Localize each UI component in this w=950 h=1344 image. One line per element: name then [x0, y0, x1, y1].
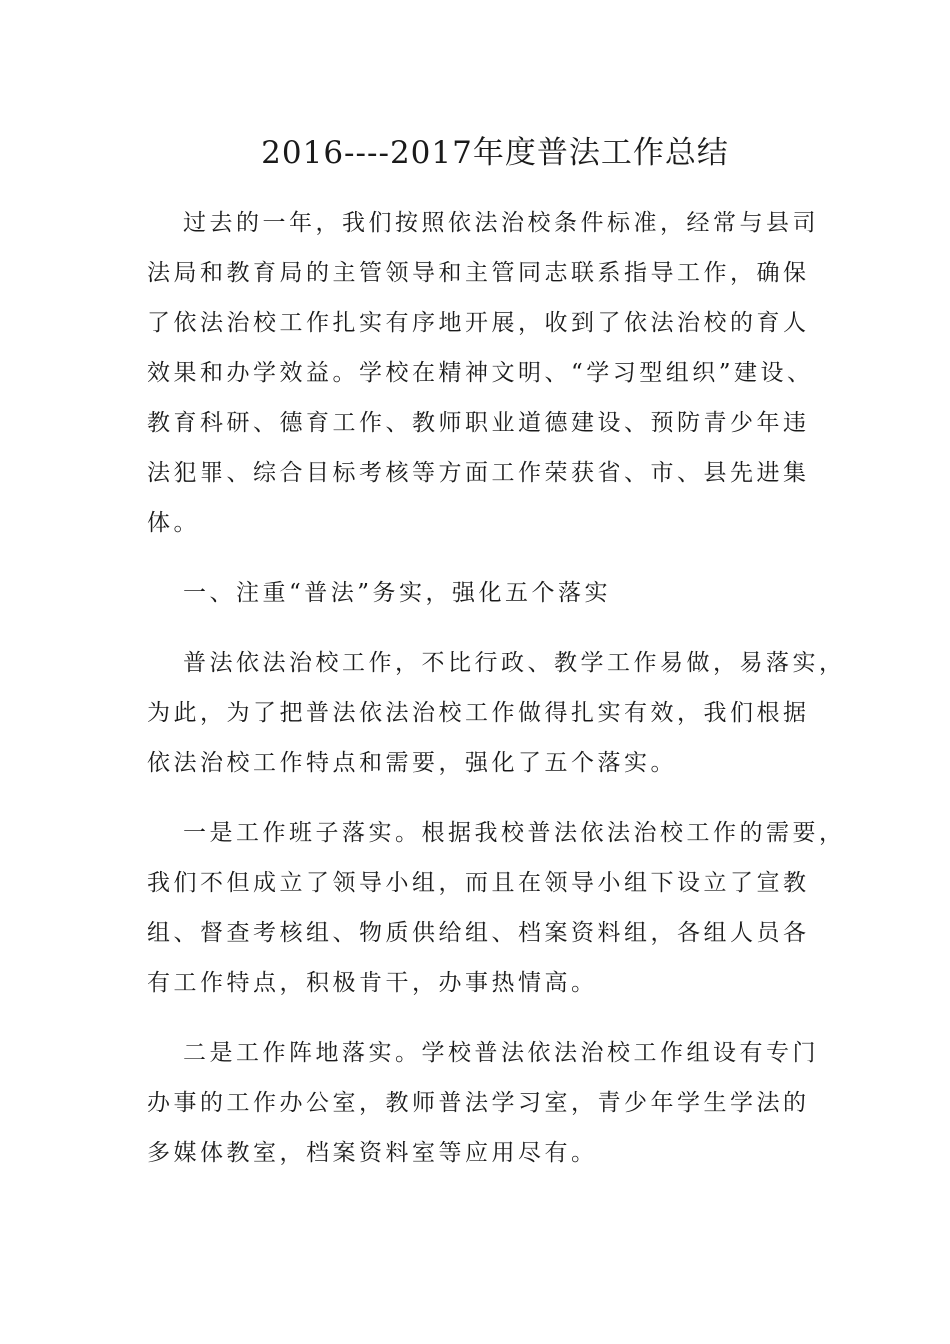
- text-line: 办事的工作办公室，教师普法学习室，青少年学生学法的: [147, 1090, 810, 1116]
- text-line: 教育科研、德育工作、教师职业道德建设、预防青少年违: [147, 410, 810, 436]
- text-line: 一、注重“普法”务实，强化五个落实: [183, 580, 612, 606]
- text-line: 组、督查考核组、物质供给组、档案资料组，各组人员各: [147, 920, 810, 946]
- text-line: 有工作特点，积极肯干，办事热情高。: [147, 970, 598, 996]
- paragraph-spacer: [147, 1008, 815, 1028]
- paragraph-venue-implementation: [147, 1028, 819, 1178]
- paragraph-team-implementation: [147, 808, 846, 1008]
- paragraph-spacer: [147, 788, 815, 808]
- text-line: 过去的一年，我们按照依法治校条件标准，经常与县司: [183, 210, 819, 236]
- text-line: 法局和教育局的主管领导和主管同志联系指导工作，确保: [147, 260, 810, 286]
- text-line: 一是工作班子落实。根据我校普法依法治校工作的需要，: [183, 820, 846, 846]
- text-line: 为此，为了把普法依法治校工作做得扎实有效，我们根据: [147, 700, 810, 726]
- text-line: 依法治校工作特点和需要，强化了五个落实。: [147, 750, 677, 776]
- paragraph-intro: [147, 198, 819, 548]
- paragraph-spacer: [147, 548, 815, 568]
- text-line: 法犯罪、综合目标考核等方面工作荣获省、市、县先进集: [147, 460, 810, 486]
- text-line: 二是工作阵地落实。学校普法依法治校工作组设有专门: [183, 1040, 819, 1066]
- text-line: 普法依法治校工作，不比行政、教学工作易做，易落实，: [183, 650, 846, 676]
- text-line: 效果和办学效益。学校在精神文明、“学习型组织”建设、: [147, 360, 814, 386]
- paragraph-spacer: [147, 618, 815, 638]
- text-line: 体。: [147, 510, 200, 536]
- text-line: 了依法治校工作扎实有序地开展，收到了依法治校的育人: [147, 310, 810, 336]
- text-line: 我们不但成立了领导小组，而且在领导小组下设立了宣教: [147, 870, 810, 896]
- text-line: 多媒体教室，档案资料室等应用尽有。: [147, 1140, 598, 1166]
- document-title: 2016----2017年度普法工作总结: [261, 135, 729, 171]
- document-body: [147, 198, 846, 1178]
- section-heading: [147, 568, 815, 618]
- paragraph-five-implementations: [147, 638, 846, 788]
